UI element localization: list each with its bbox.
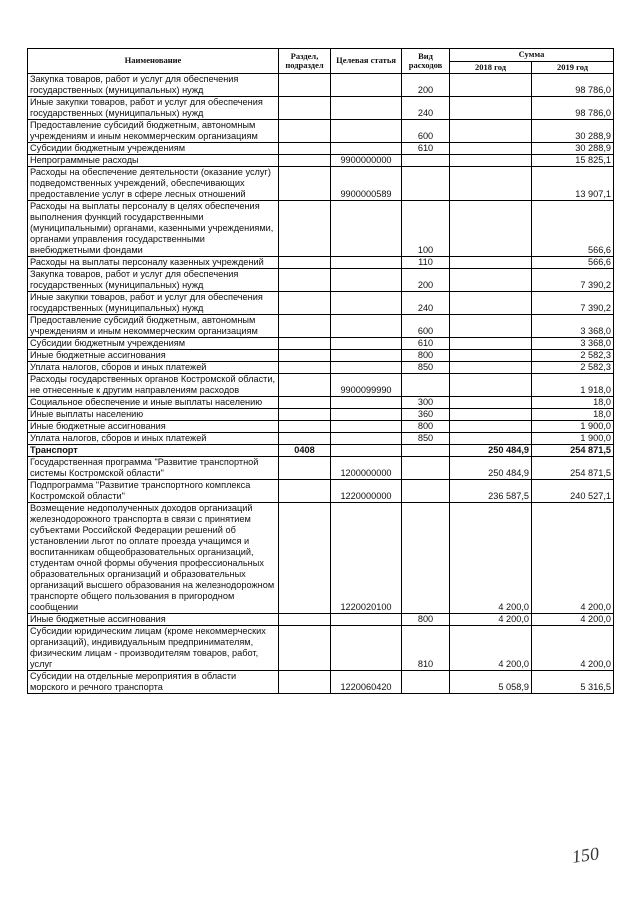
- header-section: Раздел, подраздел: [279, 49, 331, 74]
- table-row: [28, 315, 614, 338]
- row-sum-2019: 4 200,0: [532, 503, 614, 614]
- table-row: [28, 257, 614, 269]
- row-type: 300: [402, 397, 450, 409]
- row-target: [331, 97, 402, 120]
- row-sum-2018: [450, 74, 532, 97]
- table-row: [28, 292, 614, 315]
- row-sum-2018: 236 587,5: [450, 480, 532, 503]
- row-type: 240: [402, 292, 450, 315]
- row-section: [279, 155, 331, 167]
- row-section: [279, 671, 331, 694]
- row-target: 9900000589: [331, 167, 402, 201]
- row-sum-2018: 4 200,0: [450, 614, 532, 626]
- header-name: Наименование: [28, 49, 279, 74]
- row-section: [279, 97, 331, 120]
- row-target: [331, 350, 402, 362]
- row-sum-2019: 1 918,0: [532, 374, 614, 397]
- row-type: 240: [402, 97, 450, 120]
- row-sum-2019: 7 390,2: [532, 269, 614, 292]
- table-row: [28, 397, 614, 409]
- table-row: [28, 120, 614, 143]
- row-target: [331, 143, 402, 155]
- row-name: Уплата налогов, сборов и иных платежей: [28, 433, 279, 445]
- row-name: Иные закупки товаров, работ и услуг для обеспечения государственных (муниципальных) нужд: [28, 292, 279, 315]
- budget-table: [27, 48, 614, 694]
- row-section: [279, 350, 331, 362]
- row-section: [279, 269, 331, 292]
- table-row: [28, 167, 614, 201]
- row-section: [279, 614, 331, 626]
- row-section: [279, 480, 331, 503]
- row-sum-2018: [450, 374, 532, 397]
- row-name: Иные бюджетные ассигнования: [28, 614, 279, 626]
- row-target: 1220000000: [331, 480, 402, 503]
- row-name: Социальное обеспечение и иные выплаты населению: [28, 397, 279, 409]
- table-row: [28, 421, 614, 433]
- table-row: [28, 445, 614, 457]
- row-sum-2018: [450, 315, 532, 338]
- row-type: [402, 155, 450, 167]
- row-target: 9900099990: [331, 374, 402, 397]
- table-row: [28, 201, 614, 257]
- row-target: [331, 201, 402, 257]
- row-type: 100: [402, 201, 450, 257]
- row-sum-2018: [450, 257, 532, 269]
- row-type: [402, 671, 450, 694]
- row-sum-2019: 3 368,0: [532, 315, 614, 338]
- row-type: 850: [402, 433, 450, 445]
- row-sum-2018: [450, 120, 532, 143]
- row-target: [331, 120, 402, 143]
- row-name: Закупка товаров, работ и услуг для обеспечения государственных (муниципальных) нужд: [28, 269, 279, 292]
- row-target: [331, 433, 402, 445]
- row-type: 110: [402, 257, 450, 269]
- row-sum-2018: 4 200,0: [450, 626, 532, 671]
- row-sum-2019: 30 288,9: [532, 120, 614, 143]
- row-sum-2019: 98 786,0: [532, 74, 614, 97]
- row-section: [279, 626, 331, 671]
- row-target: [331, 362, 402, 374]
- row-name: Уплата налогов, сборов и иных платежей: [28, 362, 279, 374]
- row-name: Иные бюджетные ассигнования: [28, 350, 279, 362]
- row-section: [279, 292, 331, 315]
- table-row: [28, 671, 614, 694]
- row-name: Транспорт: [28, 445, 279, 457]
- row-sum-2019: 566,6: [532, 201, 614, 257]
- table-row: [28, 626, 614, 671]
- row-section: [279, 257, 331, 269]
- row-sum-2018: [450, 433, 532, 445]
- row-type: 800: [402, 421, 450, 433]
- table-row: [28, 350, 614, 362]
- row-section: [279, 421, 331, 433]
- row-sum-2018: [450, 362, 532, 374]
- row-sum-2018: [450, 421, 532, 433]
- table-row: [28, 74, 614, 97]
- row-sum-2018: [450, 292, 532, 315]
- row-sum-2019: 254 871,5: [532, 445, 614, 457]
- row-sum-2018: [450, 155, 532, 167]
- row-type: 360: [402, 409, 450, 421]
- row-sum-2019: 18,0: [532, 397, 614, 409]
- row-name: Предоставление субсидий бюджетным, автономным учреждениям и иным некоммерческим организациям: [28, 315, 279, 338]
- row-sum-2018: 250 484,9: [450, 457, 532, 480]
- header-2018: 2018 год: [450, 61, 532, 74]
- row-name: Возмещение недополученных доходов организаций железнодорожного транспорта в связи с принятием субъектами Российской Федерации решений об установлении льгот по оплате проезда учащимся и воспитанникам общеобразовательных организаций, студентам очной формы обучения профессиональных образовательных организаций и образовательных организаций высшего образования на железнодорожном транспорте общего пользования в пригородном сообщении: [28, 503, 279, 614]
- row-name: Субсидии бюджетным учреждениям: [28, 143, 279, 155]
- header-target: Целевая статья: [331, 49, 402, 74]
- row-target: 1220020100: [331, 503, 402, 614]
- row-name: Закупка товаров, работ и услуг для обеспечения государственных (муниципальных) нужд: [28, 74, 279, 97]
- row-sum-2019: 13 907,1: [532, 167, 614, 201]
- row-sum-2018: [450, 409, 532, 421]
- table-row: [28, 374, 614, 397]
- row-type: 810: [402, 626, 450, 671]
- row-name: Расходы государственных органов Костромской области, не отнесенные к другим направлениям расходов: [28, 374, 279, 397]
- row-name: Расходы на обеспечение деятельности (оказание услуг) подведомственных учреждений, обеспечивающих предоставление услуг в сфере лесных отношений: [28, 167, 279, 201]
- row-section: [279, 167, 331, 201]
- row-type: 200: [402, 269, 450, 292]
- row-type: [402, 445, 450, 457]
- row-type: [402, 457, 450, 480]
- row-name: Субсидии бюджетным учреждениям: [28, 338, 279, 350]
- row-target: 1220060420: [331, 671, 402, 694]
- table-header-row: [28, 49, 614, 62]
- row-name: Государственная программа "Развитие транспортной системы Костромской области": [28, 457, 279, 480]
- row-target: [331, 445, 402, 457]
- row-section: 0408: [279, 445, 331, 457]
- header-2019: 2019 год: [532, 61, 614, 74]
- table-row: [28, 155, 614, 167]
- table-row: [28, 362, 614, 374]
- table-row: [28, 614, 614, 626]
- row-sum-2019: 5 316,5: [532, 671, 614, 694]
- row-sum-2018: [450, 338, 532, 350]
- row-type: [402, 503, 450, 614]
- row-name: Иные выплаты населению: [28, 409, 279, 421]
- row-sum-2018: [450, 167, 532, 201]
- table-row: [28, 143, 614, 155]
- row-sum-2019: 240 527,1: [532, 480, 614, 503]
- row-sum-2019: 566,6: [532, 257, 614, 269]
- row-target: [331, 338, 402, 350]
- row-target: [331, 257, 402, 269]
- row-target: [331, 269, 402, 292]
- row-section: [279, 74, 331, 97]
- row-type: 850: [402, 362, 450, 374]
- row-section: [279, 315, 331, 338]
- row-section: [279, 362, 331, 374]
- row-section: [279, 397, 331, 409]
- row-target: [331, 421, 402, 433]
- row-sum-2018: [450, 397, 532, 409]
- row-section: [279, 374, 331, 397]
- row-name: Субсидии юридическим лицам (кроме некоммерческих организаций), индивидуальным предпринимателям, физическим лицам - производителям товаров, работ, услуг: [28, 626, 279, 671]
- row-type: 610: [402, 143, 450, 155]
- row-name: Субсидии на отдельные мероприятия в области морского и речного транспорта: [28, 671, 279, 694]
- row-sum-2018: [450, 143, 532, 155]
- row-target: [331, 292, 402, 315]
- row-section: [279, 503, 331, 614]
- row-section: [279, 409, 331, 421]
- row-type: 800: [402, 350, 450, 362]
- row-type: 600: [402, 120, 450, 143]
- row-sum-2019: 3 368,0: [532, 338, 614, 350]
- row-sum-2019: 98 786,0: [532, 97, 614, 120]
- row-target: [331, 409, 402, 421]
- row-section: [279, 143, 331, 155]
- header-type: Вид расходов: [402, 49, 450, 74]
- row-sum-2018: [450, 269, 532, 292]
- row-sum-2019: 15 825,1: [532, 155, 614, 167]
- row-name: Иные закупки товаров, работ и услуг для обеспечения государственных (муниципальных) нужд: [28, 97, 279, 120]
- row-sum-2018: 4 200,0: [450, 503, 532, 614]
- row-sum-2018: [450, 201, 532, 257]
- row-target: 9900000000: [331, 155, 402, 167]
- row-sum-2019: 254 871,5: [532, 457, 614, 480]
- row-type: [402, 480, 450, 503]
- table-body: [28, 74, 614, 694]
- row-name: Предоставление субсидий бюджетным, автономным учреждениям и иным некоммерческим организациям: [28, 120, 279, 143]
- header-sum: Сумма: [450, 49, 614, 62]
- table-row: [28, 480, 614, 503]
- row-sum-2019: 7 390,2: [532, 292, 614, 315]
- row-sum-2019: 4 200,0: [532, 614, 614, 626]
- row-name: Иные бюджетные ассигнования: [28, 421, 279, 433]
- row-type: [402, 374, 450, 397]
- row-section: [279, 433, 331, 445]
- table-row: [28, 433, 614, 445]
- table-row: [28, 269, 614, 292]
- row-sum-2019: 18,0: [532, 409, 614, 421]
- row-sum-2019: 1 900,0: [532, 421, 614, 433]
- row-name: Расходы на выплаты персоналу в целях обеспечения выполнения функций государственными (муниципальными) органами, казенными учреждениями, органами управления государственными внебюджетными фондами: [28, 201, 279, 257]
- page-number: 150: [570, 843, 601, 867]
- row-sum-2019: 2 582,3: [532, 362, 614, 374]
- table-row: [28, 338, 614, 350]
- row-sum-2019: 30 288,9: [532, 143, 614, 155]
- row-sum-2018: [450, 97, 532, 120]
- table-row: [28, 503, 614, 614]
- row-name: Непрограммные расходы: [28, 155, 279, 167]
- row-section: [279, 338, 331, 350]
- row-target: [331, 626, 402, 671]
- row-sum-2018: 5 058,9: [450, 671, 532, 694]
- row-target: [331, 315, 402, 338]
- row-name: Расходы на выплаты персоналу казенных учреждений: [28, 257, 279, 269]
- row-type: 200: [402, 74, 450, 97]
- row-target: [331, 74, 402, 97]
- row-sum-2019: 4 200,0: [532, 626, 614, 671]
- row-target: [331, 614, 402, 626]
- row-target: 1200000000: [331, 457, 402, 480]
- row-type: 800: [402, 614, 450, 626]
- row-name: Подпрограмма "Развитие транспортного комплекса Костромской области": [28, 480, 279, 503]
- row-sum-2018: 250 484,9: [450, 445, 532, 457]
- row-sum-2018: [450, 350, 532, 362]
- table-row: [28, 457, 614, 480]
- table-row: [28, 409, 614, 421]
- row-section: [279, 457, 331, 480]
- row-sum-2019: 1 900,0: [532, 433, 614, 445]
- table-row: [28, 97, 614, 120]
- row-sum-2019: 2 582,3: [532, 350, 614, 362]
- row-target: [331, 397, 402, 409]
- row-section: [279, 120, 331, 143]
- row-type: 610: [402, 338, 450, 350]
- row-type: 600: [402, 315, 450, 338]
- row-type: [402, 167, 450, 201]
- row-section: [279, 201, 331, 257]
